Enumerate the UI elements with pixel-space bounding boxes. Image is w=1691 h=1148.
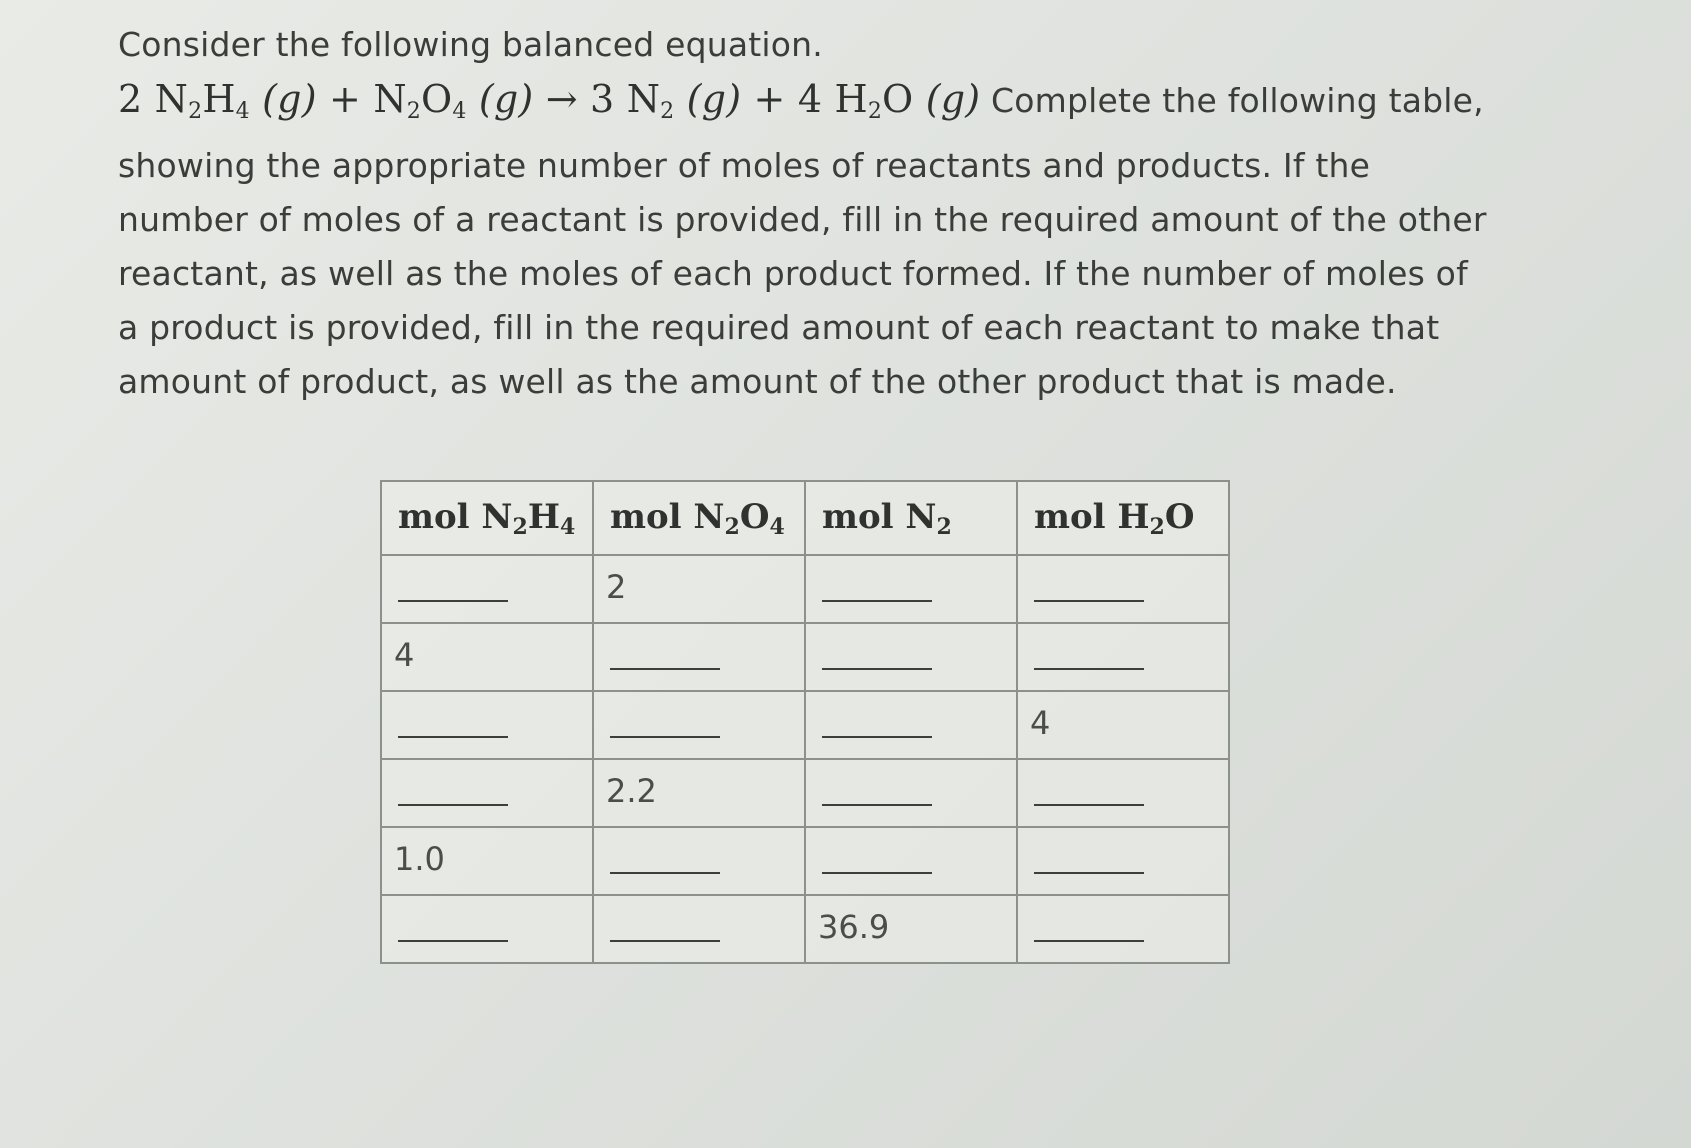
cell-n2[interactable] — [805, 555, 1017, 623]
answer-blank[interactable] — [610, 668, 720, 670]
answer-blank[interactable] — [1034, 940, 1144, 942]
given-value: 4 — [394, 636, 415, 674]
table-row — [381, 759, 1229, 827]
answer-blank[interactable] — [610, 940, 720, 942]
given-value: 1.0 — [394, 840, 445, 878]
cell-h2o[interactable] — [1017, 827, 1229, 895]
answer-blank[interactable] — [398, 804, 508, 806]
table-row — [381, 827, 1229, 895]
answer-blank[interactable] — [822, 872, 932, 874]
cell-n2h4[interactable] — [381, 555, 593, 623]
header-mol-h2o: mol $H_2O$ — [1017, 481, 1229, 555]
equation-formula: 2 $N_2H_4$ $(g) + N_2O_4$ (g) → 3 $N_2$ (g) + 4 $H_2O$ (g) — [118, 77, 981, 124]
answer-blank[interactable] — [398, 736, 508, 738]
cell-n2o4 — [593, 555, 805, 623]
cell-n2h4[interactable] — [381, 895, 593, 963]
answer-blank[interactable] — [822, 736, 932, 738]
table-row — [381, 895, 1229, 963]
cell-h2o[interactable] — [1017, 555, 1229, 623]
answer-blank[interactable] — [822, 600, 932, 602]
answer-blank[interactable] — [398, 940, 508, 942]
answer-blank[interactable] — [398, 600, 508, 602]
header-mol-n2h4: mol $N_2H_4$ — [381, 481, 593, 555]
answer-blank[interactable] — [610, 872, 720, 874]
answer-blank[interactable] — [1034, 668, 1144, 670]
cell-n2[interactable] — [805, 827, 1017, 895]
table-row — [381, 555, 1229, 623]
answer-blank[interactable] — [1034, 872, 1144, 874]
cell-n2[interactable] — [805, 759, 1017, 827]
cell-n2 — [805, 895, 1017, 963]
balanced-equation — [118, 72, 1498, 409]
table-row — [381, 691, 1229, 759]
given-value: 2.2 — [606, 772, 657, 810]
table-header-row — [381, 481, 1229, 555]
given-value: 4 — [1030, 704, 1051, 742]
answer-blank[interactable] — [822, 668, 932, 670]
cell-h2o — [1017, 691, 1229, 759]
cell-h2o[interactable] — [1017, 895, 1229, 963]
cell-n2o4[interactable] — [593, 895, 805, 963]
cell-n2o4[interactable] — [593, 691, 805, 759]
cell-h2o[interactable] — [1017, 759, 1229, 827]
cell-n2o4[interactable] — [593, 623, 805, 691]
table-body — [381, 555, 1229, 963]
cell-n2[interactable] — [805, 691, 1017, 759]
cell-n2h4 — [381, 623, 593, 691]
answer-blank[interactable] — [1034, 600, 1144, 602]
cell-n2h4 — [381, 827, 593, 895]
given-value: 2 — [606, 568, 627, 606]
header-mol-n2o4: mol $N_2O_4$ — [593, 481, 805, 555]
cell-n2o4[interactable] — [593, 827, 805, 895]
answer-blank[interactable] — [610, 736, 720, 738]
answer-blank[interactable] — [822, 804, 932, 806]
header-mol-n2: mol $N_2$ — [805, 481, 1017, 555]
instructions-text: Complete the following table, showing the appropriate number of moles of reactants and products. If the number of moles of a reactant is provided, fill in the required amount of the other reactant, as well as the moles of each product formed. If the number of moles of a product is provided, fill in the required amount of each reactant to make that amount of product, as well as the amount of the other product that is made. — [118, 81, 1487, 401]
question-prompt — [118, 18, 1498, 409]
cell-n2h4[interactable] — [381, 759, 593, 827]
cell-n2o4 — [593, 759, 805, 827]
given-value: 36.9 — [818, 908, 890, 946]
intro-text: Consider the following balanced equation. — [118, 25, 823, 64]
cell-n2h4[interactable] — [381, 691, 593, 759]
answer-blank[interactable] — [1034, 804, 1144, 806]
cell-h2o[interactable] — [1017, 623, 1229, 691]
moles-table-container — [380, 480, 1230, 964]
moles-table — [380, 480, 1230, 964]
table-row — [381, 623, 1229, 691]
cell-n2[interactable] — [805, 623, 1017, 691]
